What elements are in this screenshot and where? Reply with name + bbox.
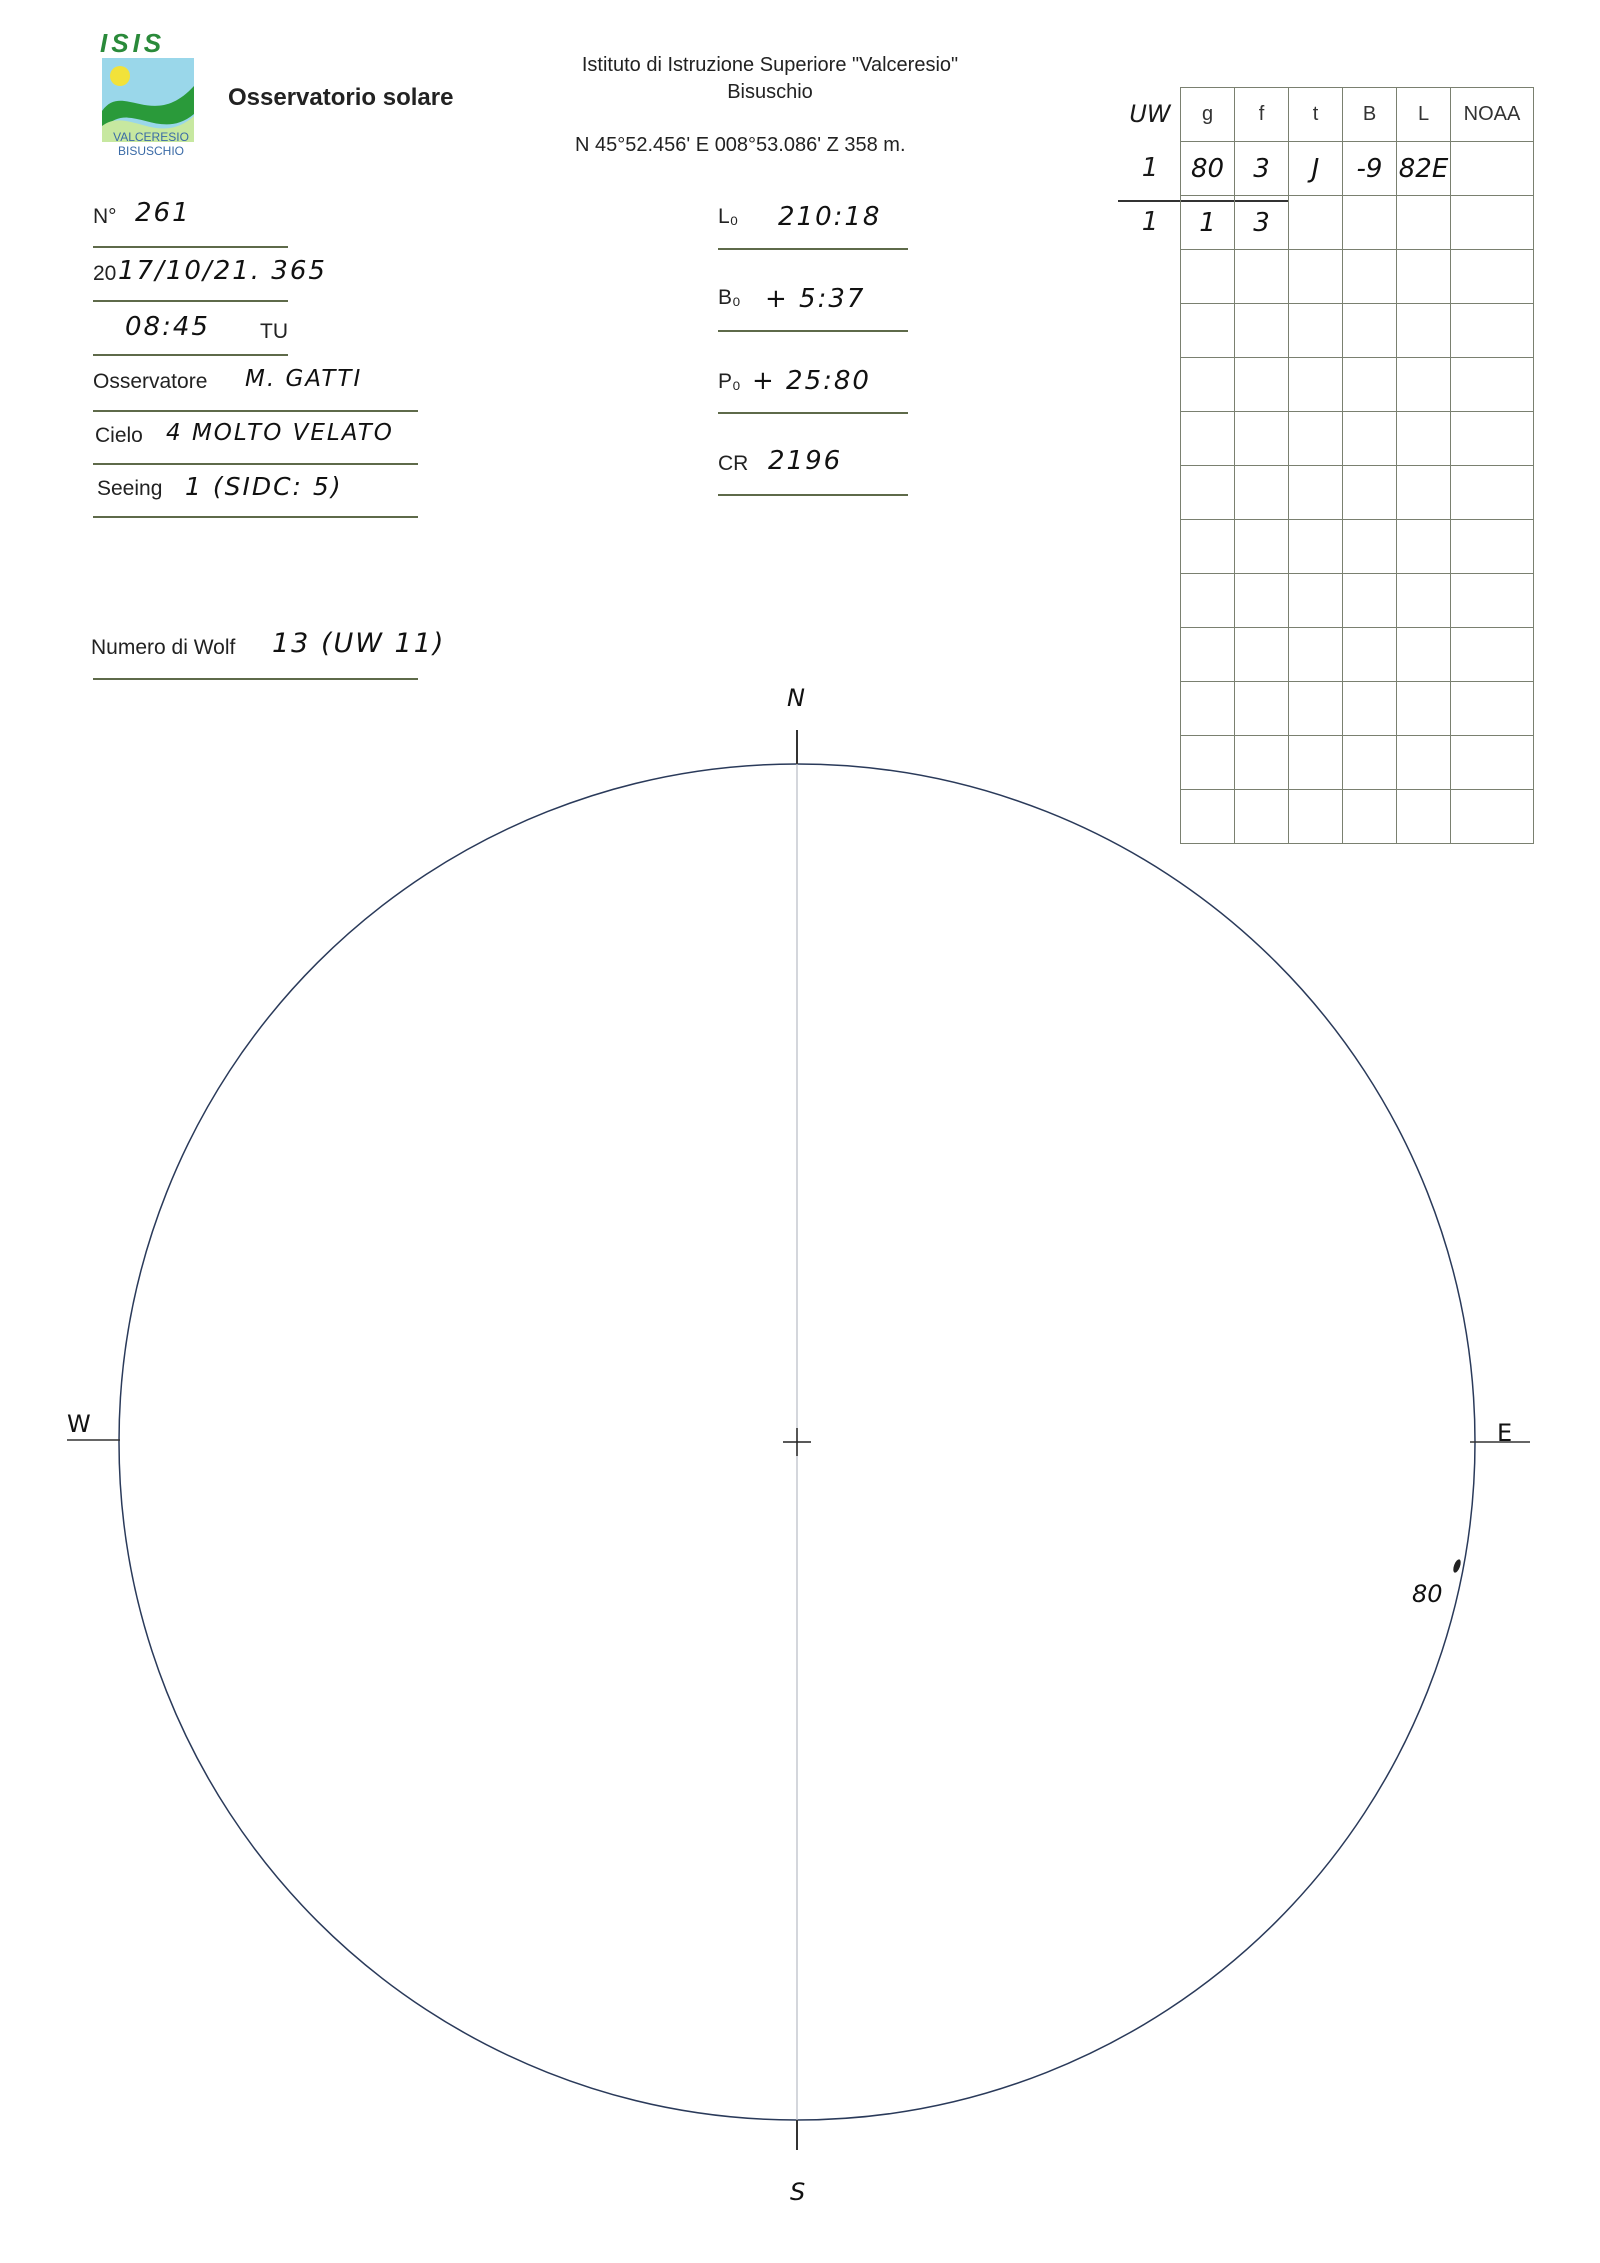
- cr-label: CR: [718, 452, 749, 475]
- east-label: E: [1497, 1419, 1513, 1447]
- cell-f: 3: [1235, 142, 1289, 196]
- wolf-value: 13 (UW 11): [272, 628, 446, 659]
- sunspot-group-80: [1452, 1558, 1462, 1573]
- observer-value: M. GATTI: [245, 366, 363, 392]
- date-prefix: 20: [93, 262, 117, 285]
- uw-row-2: 1: [1141, 207, 1159, 237]
- north-label: N: [787, 684, 805, 712]
- header-f: f: [1235, 88, 1289, 142]
- p0-label: P₀: [718, 370, 741, 393]
- b0-value: + 5:37: [765, 284, 866, 314]
- l0-value: 210:18: [778, 202, 882, 232]
- logo-text: ISIS: [100, 28, 166, 58]
- header-b: B: [1343, 88, 1397, 142]
- observer-label: Osservatore: [93, 370, 208, 393]
- cr-value: 2196: [768, 446, 843, 476]
- school-line-1: Istituto di Istruzione Superiore "Valceresio": [581, 54, 959, 76]
- b0-label: B₀: [718, 286, 741, 309]
- cell-g: 1: [1181, 196, 1235, 250]
- logo-sub-valceresio: VALCERESIO: [113, 130, 189, 144]
- cell-t: J: [1289, 142, 1343, 196]
- uw-header: UW: [1129, 100, 1171, 128]
- l0-label: L₀: [718, 205, 739, 228]
- cell-l: 82E: [1397, 142, 1451, 196]
- header-t: t: [1289, 88, 1343, 142]
- group-label: 80: [1412, 1580, 1443, 1608]
- cell-g: 80: [1181, 142, 1235, 196]
- school-line-2: Bisuschio: [727, 81, 813, 103]
- west-label: W: [67, 1410, 91, 1438]
- time-suffix: TU: [260, 320, 288, 343]
- sky-label: Cielo: [95, 424, 143, 447]
- header-g: g: [1181, 88, 1235, 142]
- observatory-title: Osservatorio solare: [228, 84, 454, 111]
- south-label: S: [790, 2178, 806, 2206]
- cell-f: 3: [1235, 196, 1289, 250]
- time-value: 08:45: [125, 312, 210, 342]
- p0-value: + 25:80: [752, 366, 871, 396]
- number-value: 261: [135, 198, 191, 228]
- wolf-label: Numero di Wolf: [91, 636, 236, 659]
- uw-row-1: 1: [1141, 153, 1159, 183]
- cell-b: -9: [1343, 142, 1397, 196]
- logo-sub-bisuschio: BISUSCHIO: [117, 144, 184, 158]
- number-label: N°: [93, 205, 117, 228]
- header-noaa: NOAA: [1451, 88, 1534, 142]
- date-value: 17/10/21. 365: [118, 256, 327, 286]
- sky-value: 4 MOLTO VELATO: [166, 420, 394, 446]
- header-l: L: [1397, 88, 1451, 142]
- seeing-value: 1 (SIDC: 5): [185, 472, 343, 501]
- site-coordinates: N 45°52.456' E 008°53.086' Z 358 m.: [575, 134, 906, 156]
- seeing-label: Seeing: [97, 477, 163, 500]
